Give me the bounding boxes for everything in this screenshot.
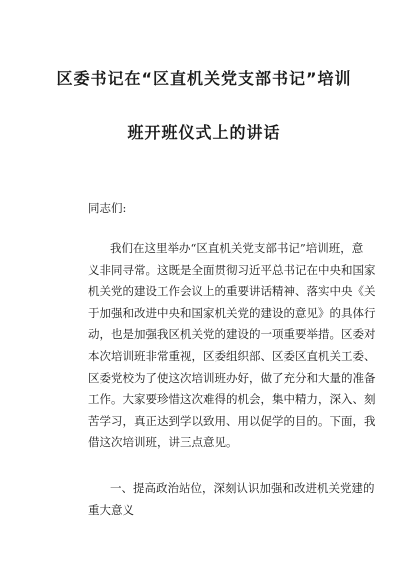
- paragraph-line: 工作。大家要珍惜这次难得的机会，集中精力，深入、刻: [88, 392, 376, 407]
- section-heading-line: 一、提高政治站位，深刻认识加强和改进机关党建的: [110, 481, 375, 495]
- paragraph-line: 于加强和改进中央和国家机关党的建设的意见》的具体行: [88, 305, 376, 320]
- paragraph-line: 苦学习，真正达到学以致用、用以促学的目的。下面，我: [88, 413, 376, 428]
- paragraph-line: 本次培训班非常重视，区委组织部、区委区直机关工委、: [88, 348, 376, 363]
- section-heading-1: [88, 478, 375, 521]
- paragraph-line: 动，也是加强我区机关党的建设的一项重要举措。区委对: [88, 327, 376, 342]
- paragraph-line: 我们在这里举办“区直机关党支部书记”培训班，意: [110, 241, 364, 255]
- document-title-line-1: 区委书记在“区直机关党支部书记”培训: [56, 69, 352, 88]
- section-heading-line: 重大意义: [88, 502, 134, 517]
- paragraph-line: 义非同寻常。这既是全面贯彻习近平总书记在中央和国家: [88, 262, 376, 277]
- salutation: 同志们:: [88, 201, 127, 215]
- document-title-line-2: 班开班仪式上的讲话: [127, 123, 281, 142]
- body-paragraph-1: [88, 238, 376, 454]
- paragraph-line: 区委党校为了使这次培训班办好，做了充分和大量的准备: [88, 370, 376, 385]
- paragraph-line: 借这次培训班，讲三点意见。: [88, 435, 238, 450]
- paragraph-line: 机关党的建设工作会议上的重要讲话精神、落实中央《关: [88, 284, 376, 299]
